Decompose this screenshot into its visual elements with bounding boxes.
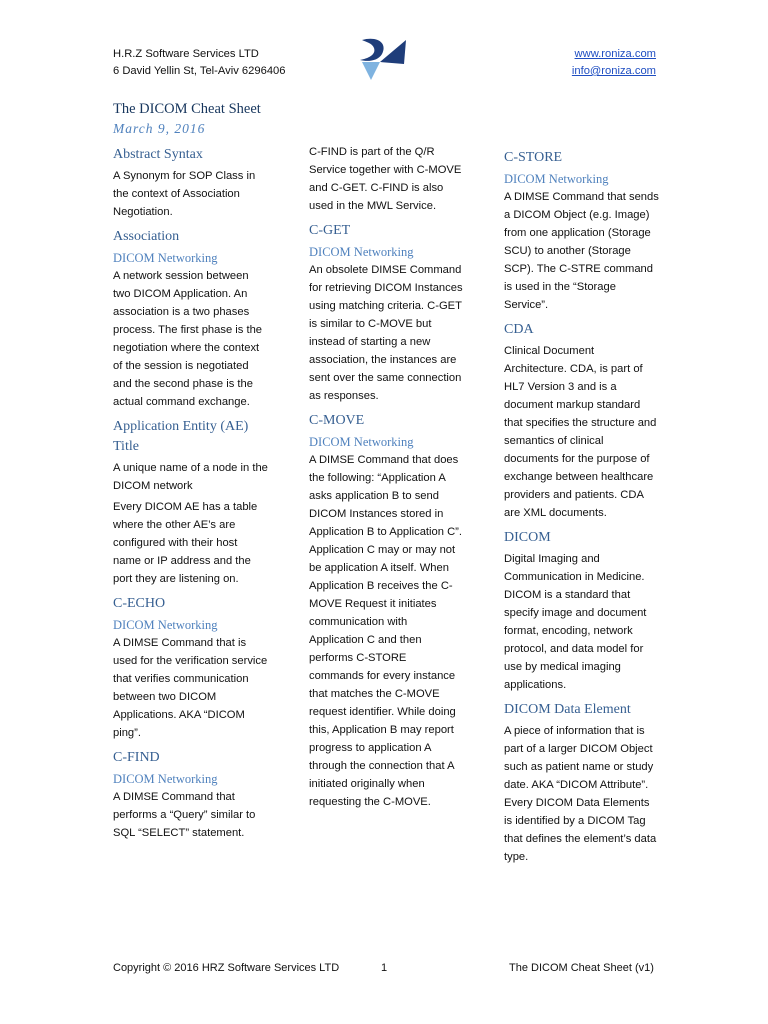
email-link[interactable]: info@roniza.com bbox=[571, 65, 656, 77]
text-dicom-data-element: A piece of information that is part of a larger DICOM Object such as patient name or study date. AKA “DICOM Attribute”. Every DICOM Data Elements is identified by a DICOM Tag that defines the element’s data type. bbox=[504, 725, 657, 863]
text-c-get: An obsolete DIMSE Command for retrieving DICOM Instances using matching criteria. C-GET is similar to C-MOVE but instead of starting a new association, the instances are sent over the same connection as responses. bbox=[309, 264, 463, 402]
footer-page-number: 1 bbox=[381, 962, 388, 974]
text-c-find-continued: C-FIND is part of the Q/R Service together with C-MOVE and C-GET. C-FIND is also used in the MWL Service. bbox=[309, 146, 462, 212]
heading-c-move: C-MOVE bbox=[309, 413, 365, 428]
heading-dicom-data-element: DICOM Data Element bbox=[504, 702, 631, 717]
heading-c-store: C-STORE bbox=[504, 150, 563, 165]
company-address: 6 David Yellin St, Tel-Aviv 6296406 bbox=[113, 65, 286, 77]
subheading-association: DICOM Networking bbox=[113, 251, 218, 265]
subheading-c-move: DICOM Networking bbox=[309, 435, 414, 449]
header-company-block bbox=[113, 46, 286, 80]
heading-ae-title: Application Entity (AE) Title bbox=[113, 419, 249, 454]
heading-cda: CDA bbox=[504, 322, 534, 337]
text-association: A network session between two DICOM Application. An association is a two phases process. The first phase is the negotiation where the context of the session is negotiated and the second phase is the actual command exchange. bbox=[113, 270, 263, 408]
text-c-find: A DIMSE Command that performs a “Query” similar to SQL “SELECT” statement. bbox=[113, 791, 256, 839]
company-name: H.R.Z Software Services LTD bbox=[113, 48, 259, 60]
text-c-store: A DIMSE Command that sends a DICOM Object (e.g. Image) from one application (Storage SCU) to another (Storage SCP). The C-STRE command is used in the “Storage Service”. bbox=[504, 191, 659, 311]
document-date: March 9, 2016 bbox=[113, 121, 206, 136]
company-logo-icon bbox=[358, 36, 408, 82]
text-c-echo: A DIMSE Command that is used for the verification service that verifies communication between two DICOM Applications. AKA “DICOM ping”. bbox=[113, 637, 268, 739]
heading-abstract-syntax: Abstract Syntax bbox=[113, 147, 203, 162]
text-abstract-syntax: A Synonym for SOP Class in the context of Association Negotiation. bbox=[113, 170, 256, 218]
heading-c-find: C-FIND bbox=[113, 750, 160, 765]
column-2 bbox=[309, 143, 464, 811]
footer-copyright: Copyright © 2016 HRZ Software Services LTD bbox=[113, 962, 340, 974]
text-dicom: Digital Imaging and Communication in Medicine. DICOM is a standard that specify image and document format, encoding, network protocol, and data model for use by medical imaging applications. bbox=[504, 553, 647, 691]
document-title: The DICOM Cheat Sheet bbox=[113, 101, 261, 117]
heading-c-echo: C-ECHO bbox=[113, 596, 166, 611]
heading-c-get: C-GET bbox=[309, 223, 351, 238]
text-ae-title-2: Every DICOM AE has a table where the other AE’s are configured with their host name or IP address and the port they are listening on. bbox=[113, 501, 258, 585]
text-cda: Clinical Document Architecture. CDA, is part of HL7 Version 3 and is a document markup standard that specifies the structure and semantics of clinical documents for the purpose of exchange between healthcare providers and patients. CDA are XML documents. bbox=[504, 345, 657, 519]
column-1 bbox=[113, 100, 268, 842]
column-3 bbox=[504, 148, 659, 866]
footer-doc-label: The DICOM Cheat Sheet (v1) bbox=[509, 962, 654, 974]
header-contact-block bbox=[572, 46, 656, 80]
subheading-c-store: DICOM Networking bbox=[504, 172, 609, 186]
heading-dicom: DICOM bbox=[504, 530, 551, 545]
text-c-move: A DIMSE Command that does the following: “Application A asks application B to send DICOM Instances stored in Application B to Application C”. Application C may or may not be application A itself. When Application B receives the C-MOVE Request it initiates communication with Application C and then performs C-STORE commands for every instance that matches the C-MOVE request identifier. While doing this, Application B may report progress to application A through the connection that A initiated originally when requesting the C-MOVE. bbox=[309, 454, 462, 808]
subheading-c-find: DICOM Networking bbox=[113, 772, 218, 786]
text-ae-title-1: A unique name of a node in the DICOM network bbox=[113, 462, 268, 492]
subheading-c-echo: DICOM Networking bbox=[113, 618, 218, 632]
heading-association: Association bbox=[113, 229, 180, 244]
subheading-c-get: DICOM Networking bbox=[309, 245, 414, 259]
website-link[interactable]: www.roniza.com bbox=[574, 48, 656, 60]
